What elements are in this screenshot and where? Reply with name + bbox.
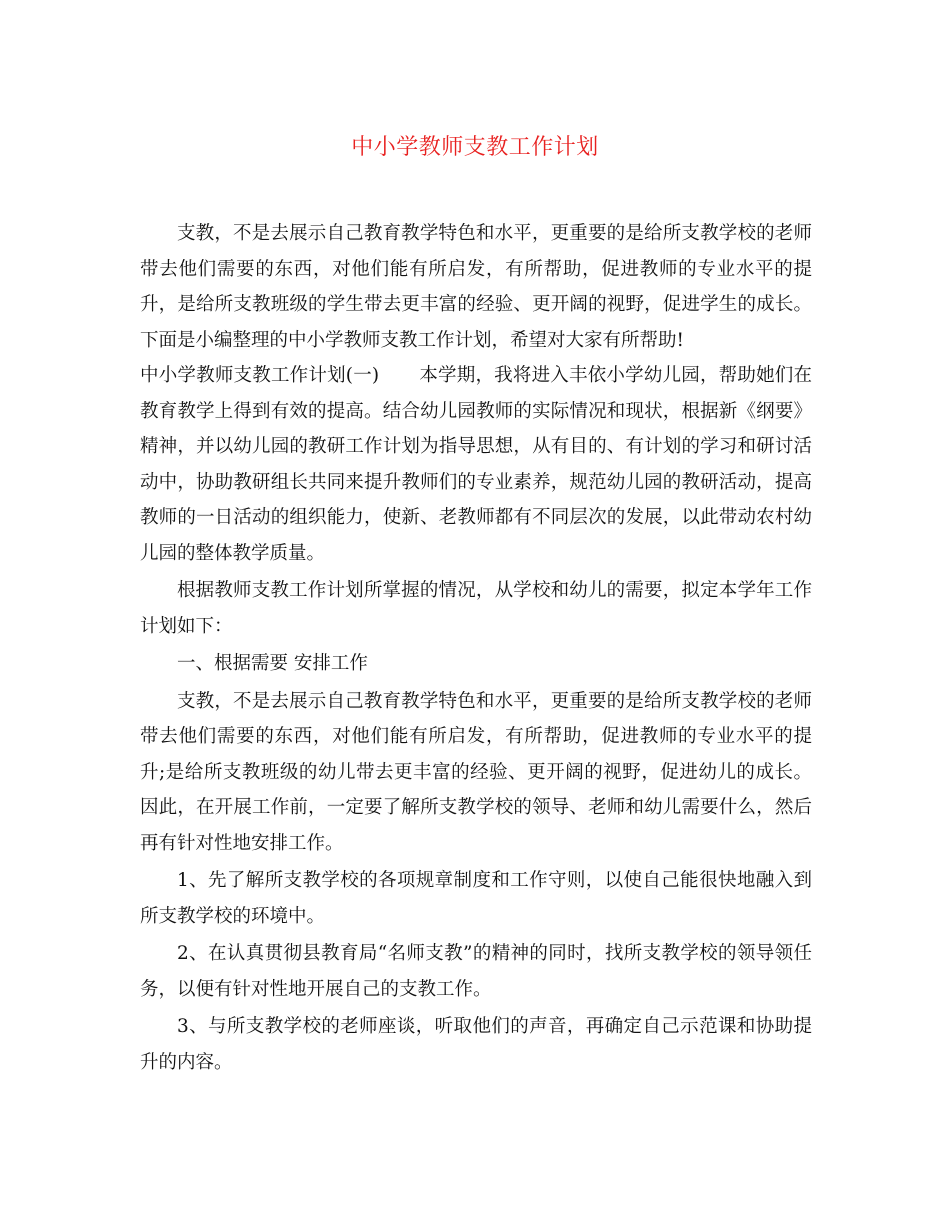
document-body: [140, 216, 812, 1080]
support-paragraph: 支教，不是去展示自己教育教学特色和水平，更重要的是给所支教学校的老师带去他们需要的东西，对他们能有所启发，有所帮助，促进教师的专业水平的提升;是给所支教班级的幼儿带去更丰富的经验、更开阔的视野，促进幼儿的成长。因此，在开展工作前，一定要了解所支教学校的领导、老师和幼儿需要什么，然后再有针对性地安排工作。: [140, 690, 812, 854]
intro-paragraph: 支教，不是去展示自己教育教学特色和水平，更重要的是给所支教学校的老师带去他们需要的东西，对他们能有所启发，有所帮助，促进教师的专业水平的提升，是给所支教班级的学生带去更丰富的经验、更开阔的视野，促进学生的成长。下面是小编整理的中小学教师支教工作计划，希望对大家有所帮助!: [140, 223, 812, 351]
list-item-3: 3、与所支教学校的老师座谈，听取他们的声音，再确定自己示范课和协助提升的内容。: [140, 1016, 812, 1073]
subheading-arrange-work: 一、根据需要 安排工作: [177, 653, 368, 674]
section-paragraph: [140, 358, 812, 571]
section-text: 本学期，我将进入丰依小学幼儿园，帮助她们在教育教学上得到有效的提高。结合幼儿园教师的实际情况和现状，根据新《纲要》精神，并以幼儿园的教研工作计划为指导思想，从有目的、有计划的学习和研讨活动中，协助教研组长共同来提升教师们的专业素养，规范幼儿园的教研活动，提高教师的一日活动的组织能力，使新、老教师都有不同层次的发展，以此带动农村幼儿园的整体教学质量。: [140, 365, 812, 564]
document-title: 中小学教师支教工作计划: [351, 135, 599, 160]
list-item-2: 2、在认真贯彻县教育局“名师支教”的精神的同时，找所支教学校的领导领任务，以便有针对性地开展自己的支教工作。: [140, 943, 812, 1000]
plan-paragraph: 根据教师支教工作计划所掌握的情况，从学校和幼儿的需要，拟定本学年工作计划如下：: [140, 580, 812, 637]
section-heading: 中小学教师支教工作计划(一): [140, 365, 380, 386]
list-item-1: 1、先了解所支教学校的各项规章制度和工作守则，以使自己能很快地融入到所支教学校的环境中。: [140, 870, 812, 927]
